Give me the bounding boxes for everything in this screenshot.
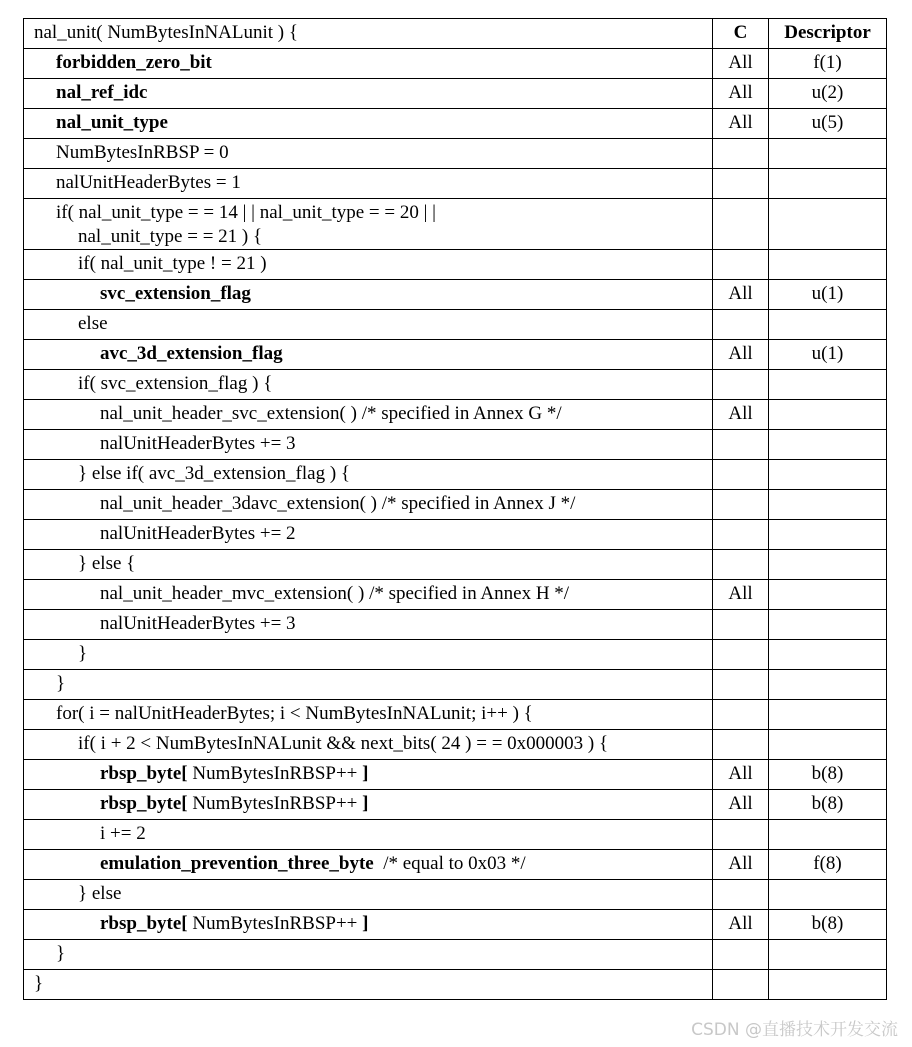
syntax-cell	[24, 820, 713, 850]
descriptor-cell	[769, 520, 887, 550]
c-cell: All	[713, 340, 769, 370]
syntax-text: svc_extension_flag	[100, 283, 251, 304]
syntax-text: }	[56, 943, 66, 964]
descriptor-cell	[769, 139, 887, 169]
syntax-text: nalUnitHeaderBytes = 1	[56, 172, 241, 193]
table-row	[24, 340, 887, 370]
syntax-cell	[24, 199, 713, 250]
descriptor-cell	[769, 430, 887, 460]
descriptor-cell: f(1)	[769, 49, 887, 79]
syntax-text: forbidden_zero_bit	[56, 52, 212, 73]
syntax-cell	[24, 730, 713, 760]
syntax-cell	[24, 700, 713, 730]
descriptor-cell: u(1)	[769, 280, 887, 310]
syntax-cell	[24, 880, 713, 910]
table-row	[24, 490, 887, 520]
descriptor-cell	[769, 670, 887, 700]
syntax-cell	[24, 250, 713, 280]
table-row	[24, 970, 887, 1000]
c-cell	[713, 139, 769, 169]
syntax-cell	[24, 940, 713, 970]
table-row	[24, 730, 887, 760]
table-row	[24, 199, 887, 250]
syntax-cell	[24, 340, 713, 370]
table-row	[24, 550, 887, 580]
c-cell: All	[713, 790, 769, 820]
c-cell	[713, 940, 769, 970]
c-column-header: C	[713, 19, 769, 49]
c-cell	[713, 460, 769, 490]
table-header-row	[24, 19, 887, 49]
syntax-text: i += 2	[100, 823, 146, 844]
syntax-cell	[24, 169, 713, 199]
syntax-text: rbsp_byte[	[100, 763, 188, 784]
descriptor-cell	[769, 310, 887, 340]
syntax-text: } else {	[78, 553, 136, 574]
syntax-text: nal_unit_header_mvc_extension( ) /* specified in Annex H */	[100, 583, 570, 604]
syntax-text: nalUnitHeaderBytes += 3	[100, 433, 296, 454]
syntax-text: avc_3d_extension_flag	[100, 343, 283, 364]
syntax-close-bracket: ]	[362, 913, 369, 934]
c-cell	[713, 610, 769, 640]
syntax-cell	[24, 670, 713, 700]
table-row	[24, 109, 887, 139]
descriptor-cell: u(1)	[769, 340, 887, 370]
c-cell	[713, 970, 769, 1000]
syntax-close-bracket: ]	[362, 793, 369, 814]
syntax-text: }	[78, 643, 88, 664]
table-row	[24, 250, 887, 280]
syntax-text-continued: nal_unit_type = = 21 ) {	[78, 226, 263, 247]
c-cell	[713, 430, 769, 460]
c-cell	[713, 820, 769, 850]
syntax-cell	[24, 610, 713, 640]
syntax-cell	[24, 460, 713, 490]
table-row	[24, 280, 887, 310]
syntax-cell	[24, 79, 713, 109]
table-row	[24, 139, 887, 169]
syntax-text: rbsp_byte[	[100, 793, 188, 814]
descriptor-cell	[769, 250, 887, 280]
syntax-cell	[24, 910, 713, 940]
descriptor-cell	[769, 490, 887, 520]
syntax-cell	[24, 280, 713, 310]
c-cell: All	[713, 79, 769, 109]
table-row	[24, 79, 887, 109]
syntax-text: }	[56, 673, 66, 694]
descriptor-cell	[769, 970, 887, 1000]
descriptor-cell: f(8)	[769, 850, 887, 880]
nal-unit-syntax-table	[23, 18, 887, 1000]
table-row	[24, 880, 887, 910]
descriptor-cell	[769, 400, 887, 430]
c-cell: All	[713, 850, 769, 880]
syntax-tail: NumBytesInRBSP++	[187, 763, 363, 784]
csdn-watermark: CSDN @直播技术开发交流	[691, 1020, 898, 1040]
syntax-tail: NumBytesInRBSP++	[187, 913, 363, 934]
syntax-cell	[24, 850, 713, 880]
syntax-cell	[24, 970, 713, 1000]
table-row	[24, 820, 887, 850]
c-cell	[713, 520, 769, 550]
descriptor-cell	[769, 820, 887, 850]
table-row	[24, 430, 887, 460]
c-cell	[713, 250, 769, 280]
syntax-cell	[24, 109, 713, 139]
table-row	[24, 460, 887, 490]
syntax-text: nal_unit_header_3davc_extension( ) /* specified in Annex J */	[100, 493, 576, 514]
descriptor-cell: b(8)	[769, 790, 887, 820]
syntax-text: nal_unit_header_svc_extension( ) /* specified in Annex G */	[100, 403, 562, 424]
syntax-cell	[24, 430, 713, 460]
syntax-text: nal_unit_type	[56, 112, 168, 133]
syntax-text: } else	[78, 883, 122, 904]
c-cell	[713, 550, 769, 580]
syntax-text: nalUnitHeaderBytes += 3	[100, 613, 296, 634]
descriptor-cell	[769, 640, 887, 670]
descriptor-cell: b(8)	[769, 910, 887, 940]
descriptor-column-header: Descriptor	[769, 19, 887, 49]
syntax-text: if( nal_unit_type ! = 21 )	[78, 253, 267, 274]
c-cell	[713, 310, 769, 340]
syntax-text: }	[34, 973, 44, 994]
descriptor-cell: u(2)	[769, 79, 887, 109]
descriptor-cell	[769, 460, 887, 490]
descriptor-cell	[769, 370, 887, 400]
c-cell	[713, 730, 769, 760]
c-cell	[713, 640, 769, 670]
table-row	[24, 760, 887, 790]
descriptor-cell	[769, 580, 887, 610]
syntax-cell	[24, 760, 713, 790]
syntax-text: if( nal_unit_type = = 14 | | nal_unit_type = = 20 | |	[56, 202, 436, 223]
table-row	[24, 169, 887, 199]
c-cell: All	[713, 280, 769, 310]
syntax-header: nal_unit( NumBytesInNALunit ) {	[24, 19, 713, 49]
table-row	[24, 400, 887, 430]
syntax-cell	[24, 550, 713, 580]
c-cell	[713, 199, 769, 250]
syntax-cell	[24, 520, 713, 550]
c-cell: All	[713, 910, 769, 940]
table-row	[24, 49, 887, 79]
syntax-cell	[24, 490, 713, 520]
descriptor-cell: u(5)	[769, 109, 887, 139]
table-row	[24, 610, 887, 640]
table-row	[24, 520, 887, 550]
syntax-text: NumBytesInRBSP = 0	[56, 142, 229, 163]
table-row	[24, 580, 887, 610]
syntax-text: nalUnitHeaderBytes += 2	[100, 523, 296, 544]
c-cell	[713, 490, 769, 520]
c-cell	[713, 880, 769, 910]
descriptor-cell	[769, 940, 887, 970]
syntax-text: rbsp_byte[	[100, 913, 188, 934]
syntax-cell	[24, 580, 713, 610]
syntax-cell	[24, 370, 713, 400]
table-row	[24, 940, 887, 970]
table-row	[24, 640, 887, 670]
descriptor-cell	[769, 730, 887, 760]
syntax-body	[24, 49, 887, 1000]
descriptor-cell: b(8)	[769, 760, 887, 790]
descriptor-cell	[769, 199, 887, 250]
table-row	[24, 790, 887, 820]
syntax-tail: /* equal to 0x03 */	[373, 853, 526, 874]
syntax-text: if( svc_extension_flag ) {	[78, 373, 273, 394]
descriptor-cell	[769, 169, 887, 199]
descriptor-cell	[769, 700, 887, 730]
syntax-close-bracket: ]	[362, 763, 369, 784]
syntax-text: if( i + 2 < NumBytesInNALunit && next_bits( 24 ) = = 0x000003 ) {	[78, 733, 609, 754]
c-cell: All	[713, 580, 769, 610]
descriptor-cell	[769, 880, 887, 910]
syntax-cell	[24, 640, 713, 670]
table-row	[24, 850, 887, 880]
syntax-cell	[24, 310, 713, 340]
syntax-text: nal_ref_idc	[56, 82, 148, 103]
syntax-tail: NumBytesInRBSP++	[187, 793, 363, 814]
table-row	[24, 310, 887, 340]
table-row	[24, 700, 887, 730]
descriptor-cell	[769, 550, 887, 580]
syntax-cell	[24, 400, 713, 430]
table-row	[24, 370, 887, 400]
c-cell: All	[713, 109, 769, 139]
syntax-cell	[24, 790, 713, 820]
c-cell	[713, 370, 769, 400]
c-cell	[713, 670, 769, 700]
syntax-text: } else if( avc_3d_extension_flag ) {	[78, 463, 351, 484]
c-cell	[713, 700, 769, 730]
c-cell: All	[713, 400, 769, 430]
syntax-text: emulation_prevention_three_byte	[100, 853, 374, 874]
syntax-cell	[24, 139, 713, 169]
syntax-text: else	[78, 313, 108, 334]
c-cell	[713, 169, 769, 199]
c-cell: All	[713, 760, 769, 790]
table-row	[24, 670, 887, 700]
descriptor-cell	[769, 610, 887, 640]
table-row	[24, 910, 887, 940]
c-cell: All	[713, 49, 769, 79]
syntax-cell	[24, 49, 713, 79]
syntax-text: for( i = nalUnitHeaderBytes; i < NumBytesInNALunit; i++ ) {	[56, 703, 533, 724]
